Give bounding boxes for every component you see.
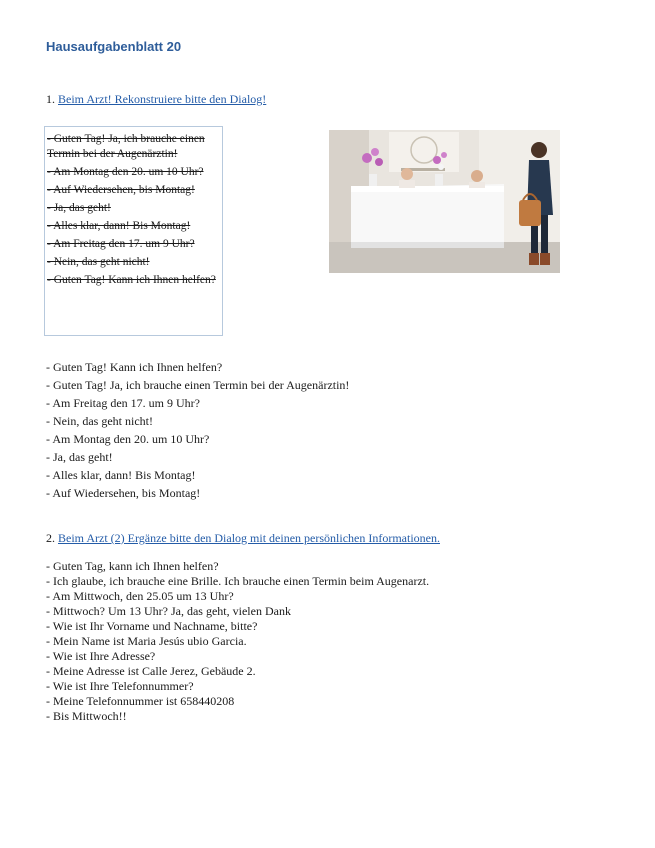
dialog-line: - Wie ist Ihr Vorname und Nachname, bitte? [46, 619, 258, 633]
reception-photo [329, 130, 560, 273]
dialog-line: - Auf Wiedersehen, bis Montag! [46, 486, 201, 500]
dialog-line: - Am Mittwoch, den 25.05 um 13 Uhr? [46, 589, 234, 603]
dialog-line: - Meine Telefonnummer ist 658440208 [46, 694, 235, 708]
dialog-line: - Am Freitag den 17. um 9 Uhr? [46, 396, 200, 410]
dialog-line: - Ich glaube, ich brauche eine Brille. Ich brauche einen Termin beim Augenarzt. [46, 574, 430, 588]
word-box-item: - Alles klar, dann! Bis Montag! [47, 220, 191, 232]
dialog-list-2 [46, 559, 429, 724]
word-box-item: - Am Freitag den 17. um 9 Uhr? [47, 238, 195, 250]
section-2-heading [46, 531, 440, 545]
word-box-item: - Nein, das geht nicht! [47, 256, 150, 268]
dialog-line: - Nein, das geht nicht! [46, 414, 153, 428]
dialog-line: - Am Montag den 20. um 10 Uhr? [46, 432, 210, 446]
section-2-number: 2. [46, 531, 58, 545]
word-box [44, 126, 223, 336]
word-box-item: - Auf Wiedersehen, bis Montag! [47, 184, 195, 196]
dialog-list-1 [46, 358, 349, 502]
section-2-link[interactable]: Beim Arzt (2) Ergänze bitte den Dialog mit deinen persönlichen Informationen. [58, 531, 440, 545]
word-box-item: - Guten Tag! Ja, ich brauche einen Termin bei der Augenärztin! [47, 133, 205, 160]
page-title: Hausaufgabenblatt 20 [46, 39, 182, 54]
dialog-line: - Ja, das geht! [46, 450, 113, 464]
dialog-line: - Wie ist Ihre Telefonnummer? [46, 679, 194, 693]
dialog-line: - Wie ist Ihre Adresse? [46, 649, 156, 663]
section-1-heading [46, 92, 266, 106]
dialog-line: - Guten Tag! Kann ich Ihnen helfen? [46, 360, 223, 374]
word-box-item: - Am Montag den 20. um 10 Uhr? [47, 166, 204, 178]
dialog-line: - Bis Mittwoch!! [46, 709, 127, 723]
dialog-line: - Mein Name ist Maria Jesús ubio Garcia. [46, 634, 247, 648]
word-box-item: - Guten Tag! Kann ich Ihnen helfen? [47, 274, 216, 286]
dialog-line: - Guten Tag! Ja, ich brauche einen Termin bei der Augenärztin! [46, 378, 350, 392]
dialog-line: - Meine Adresse ist Calle Jerez, Gebäude 2. [46, 664, 256, 678]
section-1-link[interactable]: Beim Arzt! Rekonstruiere bitte den Dialog! [58, 92, 267, 106]
dialog-line: - Guten Tag, kann ich Ihnen helfen? [46, 559, 219, 573]
dialog-line: - Alles klar, dann! Bis Montag! [46, 468, 196, 482]
dialog-line: - Mittwoch? Um 13 Uhr? Ja, das geht, vielen Dank [46, 604, 291, 618]
section-1-number: 1. [46, 92, 58, 106]
word-box-item: - Ja, das geht! [47, 202, 111, 214]
